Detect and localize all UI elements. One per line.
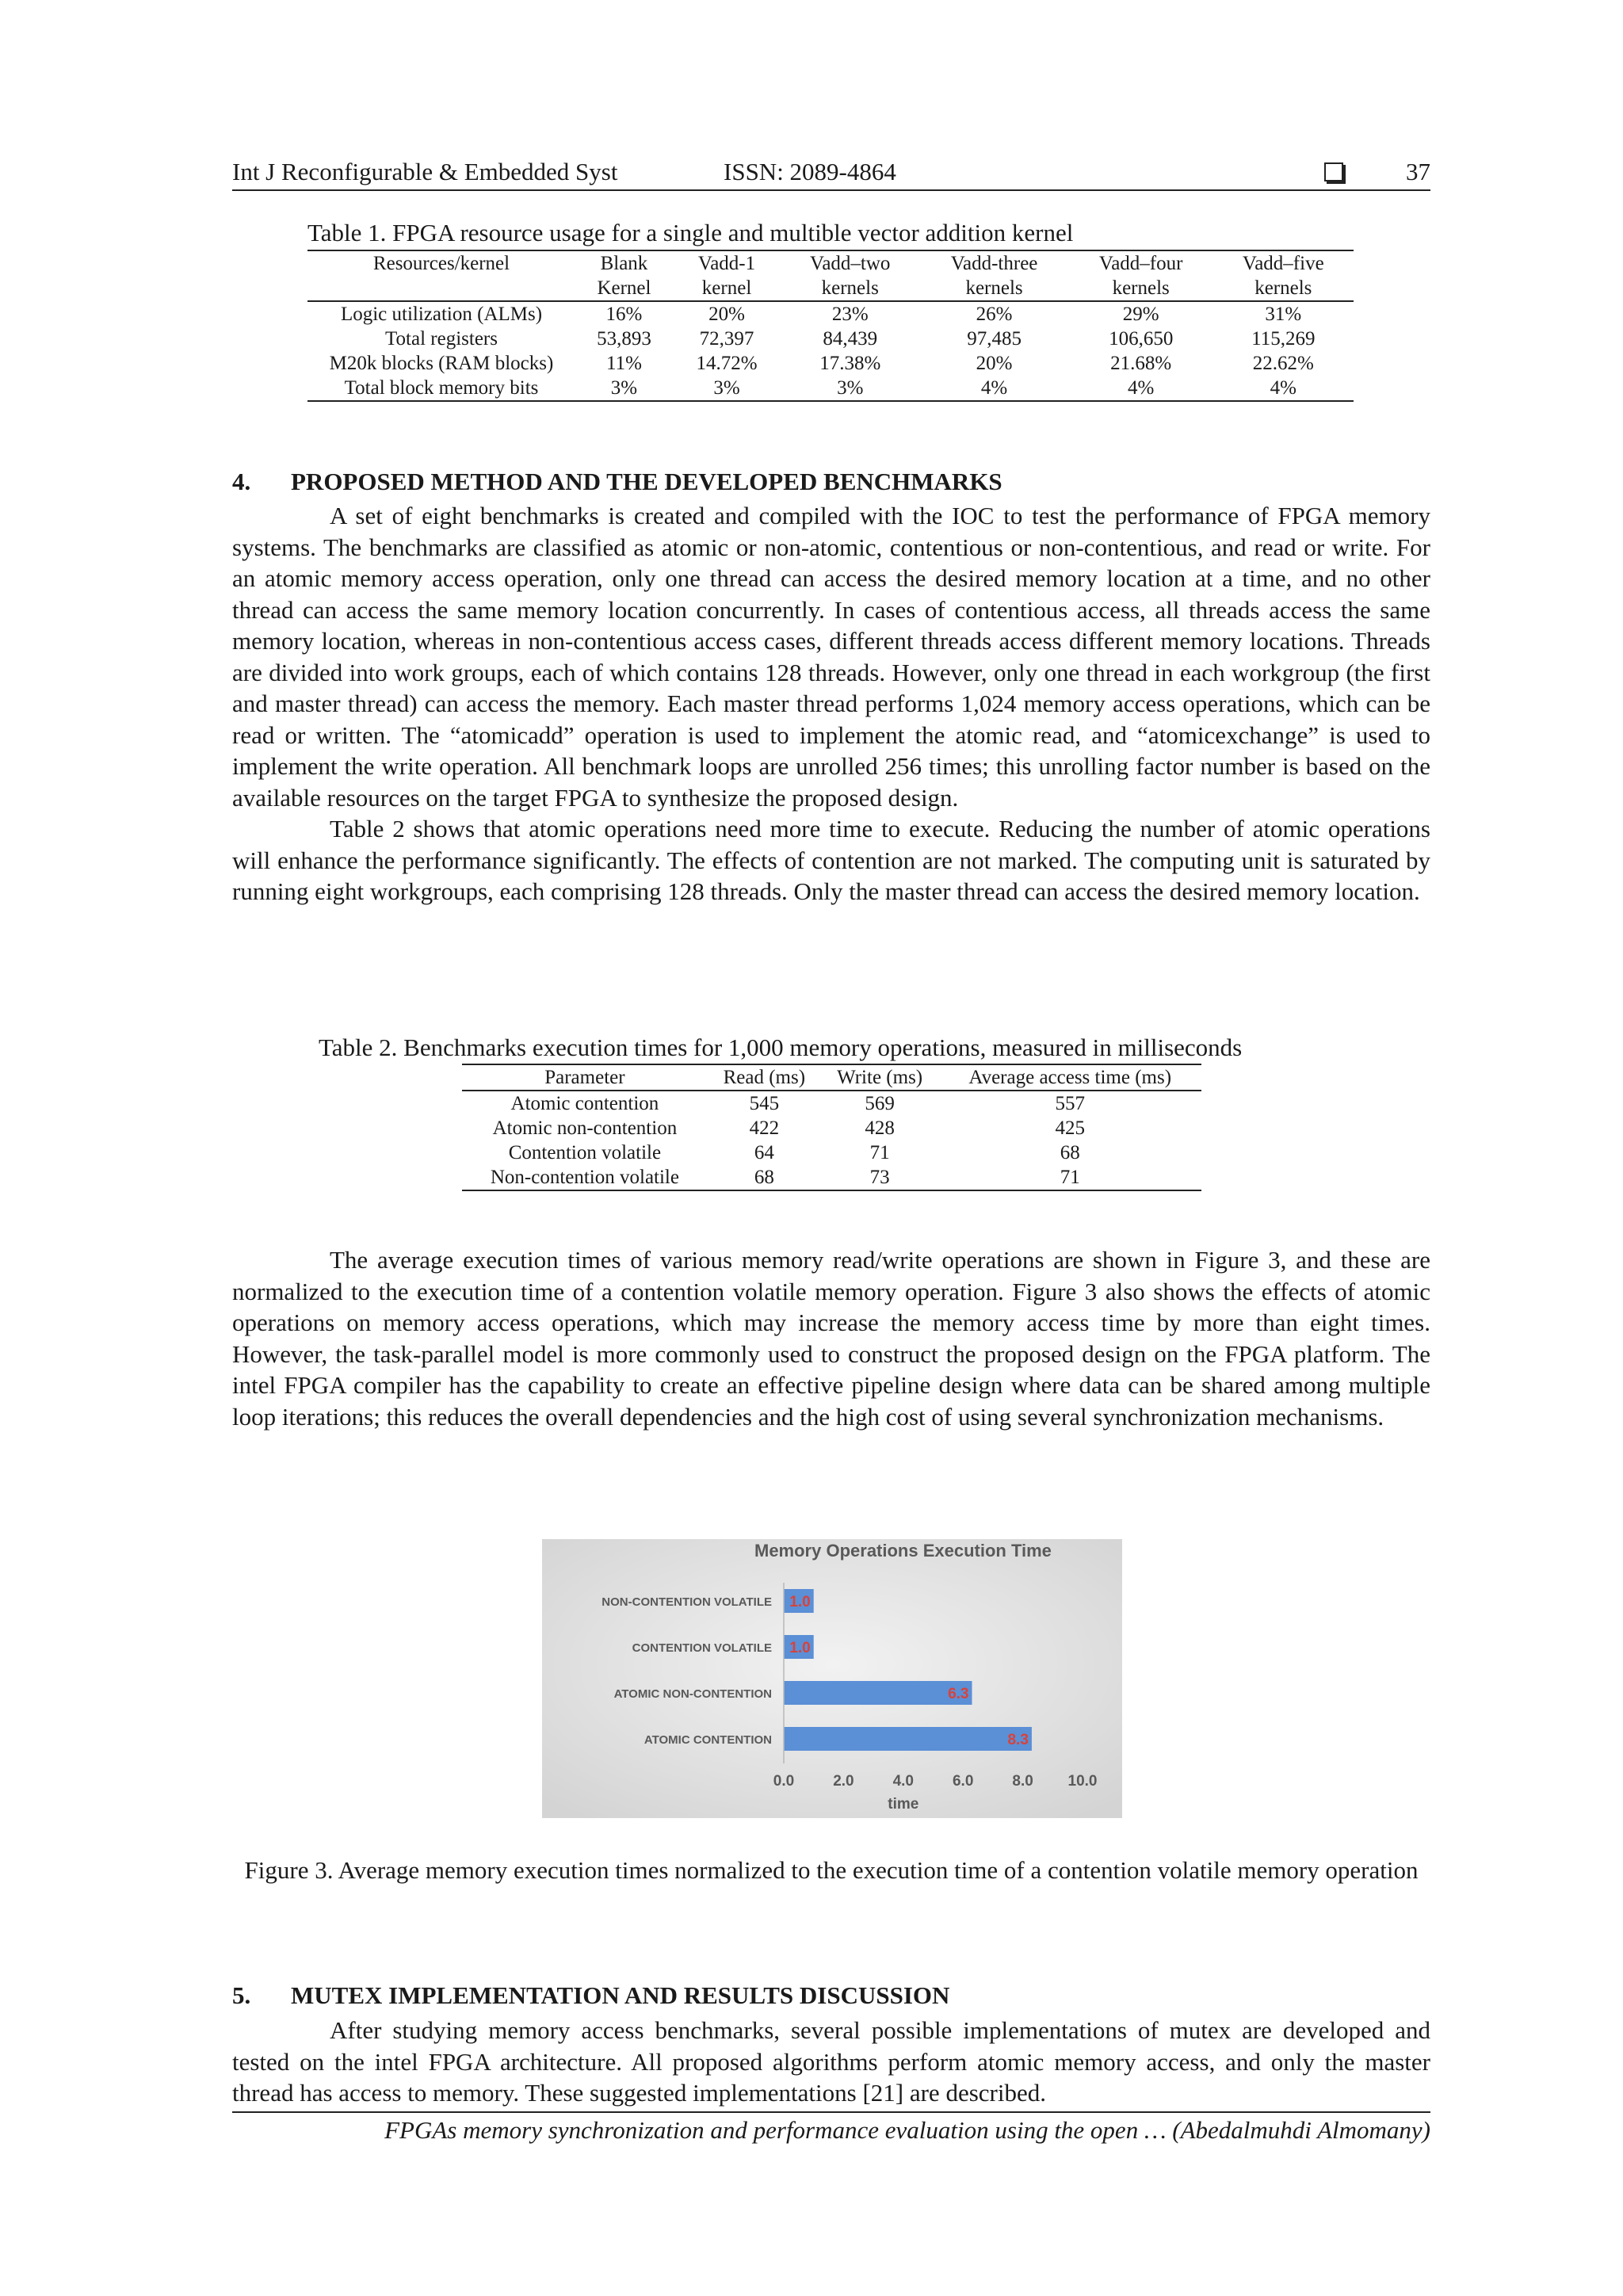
category-label: CONTENTION VOLATILE (632, 1641, 772, 1655)
table1-cell: 3% (781, 376, 919, 401)
table1-cell: 20% (708, 304, 745, 325)
table1-row (307, 301, 1354, 327)
figure3-caption: Figure 3. Average memory execution times normalized to the execution time of a contention volatile memory operation (244, 1856, 1419, 1884)
journal-name: Int J Reconfigurable & Embedded Syst (232, 158, 618, 185)
paragraph: Table 2 shows that atomic operations need more time to execute. Reducing the number of atomic operations will enhance the performance significantly. The effects of contention are not marked. The computing unit is saturated by running eight workgroups, each comprising 128 threads. Only the master thread can access the desired memory location. (232, 815, 1430, 905)
issn: ISSN: 2089-4864 (724, 158, 896, 185)
data-label: 1.0 (789, 1594, 811, 1610)
table2-cell: 71 (869, 1142, 890, 1163)
table1-header-cell: Vadd–two (781, 250, 919, 276)
table1-header-cell: Vadd–four (1069, 250, 1213, 276)
table1-header-cell (307, 276, 575, 301)
figure3-chart (542, 1539, 1122, 1818)
table2-cell: 422 (749, 1117, 780, 1139)
table1-cell: 72,397 (699, 328, 754, 350)
table2-row (462, 1116, 1201, 1140)
table1-cell: 3% (673, 376, 781, 401)
table1-cell: 20% (976, 353, 1013, 374)
table1-row-label: Total block memory bits (307, 376, 575, 401)
table2-row (462, 1091, 1201, 1116)
table1-cell: 17.38% (819, 353, 881, 374)
x-tick-label: 2.0 (833, 1773, 854, 1790)
table1-cell: 16% (605, 304, 643, 325)
table1-row (307, 327, 1354, 351)
table1-cell: 97,485 (967, 328, 1022, 350)
table2-body (462, 1091, 1201, 1190)
square-bullet-icon (1324, 162, 1343, 181)
table1-row-label: M20k blocks (RAM blocks) (329, 353, 554, 374)
table2-row-label: Contention volatile (508, 1142, 662, 1163)
x-tick-label: 10.0 (1067, 1773, 1098, 1790)
table1-cell: 11% (606, 353, 642, 374)
table1-cell: 53,893 (597, 328, 651, 350)
table1-header-cell: Vadd-1 (673, 250, 781, 276)
table1-header-cell: kernels (781, 276, 919, 301)
table1-header-cell: kernels (1069, 276, 1213, 301)
section5-heading (232, 1981, 949, 2010)
section4-body (232, 500, 1430, 907)
chart-background (542, 1539, 1122, 1818)
table2-row-label: Atomic contention (510, 1093, 659, 1114)
table1-header-row (307, 276, 1354, 301)
table2 (462, 1064, 1201, 1191)
table1-header-row (307, 250, 1354, 276)
table1-cell: 84,439 (823, 328, 878, 350)
table1-cell: 31% (1265, 304, 1302, 325)
data-label: 1.0 (789, 1640, 811, 1656)
table2-cell: 425 (1055, 1117, 1085, 1139)
x-tick-label: 8.0 (1012, 1773, 1033, 1790)
table1-header-cell: Kernel (575, 276, 673, 301)
bar (784, 1681, 972, 1705)
section4-number: 4. (232, 468, 251, 495)
table1-cell: 4% (1069, 376, 1213, 401)
table2-row-label: Atomic non-contention (492, 1117, 678, 1139)
table2-row-label: Non-contention volatile (462, 1165, 708, 1190)
table1-caption: Table 1. FPGA resource usage for a single and multible vector addition kernel (307, 219, 1074, 246)
x-tick-label: 0.0 (773, 1773, 795, 1790)
table1-header-cell: Blank (575, 250, 673, 276)
table1-cell: 14.72% (696, 353, 758, 374)
running-header (232, 153, 1430, 191)
category-label: ATOMIC NON-CONTENTION (613, 1687, 772, 1701)
table2-row (462, 1140, 1201, 1165)
table2-row (462, 1165, 1201, 1190)
data-label: 8.3 (1007, 1732, 1029, 1748)
table2-cell: 545 (749, 1093, 780, 1114)
section4-heading (232, 468, 1002, 496)
paragraph: A set of eight benchmarks is created and compiled with the IOC to test the performance of FPGA memory systems. The benchmarks are classified as atomic or non-atomic, contentious or non-contentious, and read or write. For an atomic memory access operation, only one thread can access the desired memory location at a time, and no other thread can access the same memory location concurrently. In cases of contentious access, all threads access the same memory location, whereas in non-contentious access cases, different threads access different memory locations. Threads are divided into work groups, each of which contains 128 threads. However, only one thread in each workgroup (the first and master thread) can access the memory. Each master thread performs 1,024 memory access operations, which can be read or written. The “atomicadd” operation is used to implement the atomic read, and “atomicexchange” is used to implement the write operation. All benchmark loops are unrolled 256 times; this unrolling factor number is based on the available resources on the target FPGA to synthesize the proposed design. (232, 502, 1430, 812)
table2-cell: 71 (938, 1165, 1201, 1190)
section5-title: MUTEX IMPLEMENTATION AND RESULTS DISCUSSION (291, 1981, 950, 2009)
table1-row (307, 351, 1354, 376)
table1-cell: 4% (919, 376, 1068, 401)
x-tick-label: 6.0 (952, 1773, 974, 1790)
paragraph: The average execution times of various memory read/write operations are shown in Figure 3, and these are normalized to the execution time of a contention volatile memory operation. Figure 3 also shows the effects of atomic operations on memory access operations, which may increase the memory access time by more than eight times. However, the task-parallel model is more commonly used to construct the proposed design on the FPGA platform. The intel FPGA compiler has the capability to create an effective pipeline design where data can be shared among multiple loop iterations; this reduces the overall dependencies and the high cost of using several synchronization mechanisms. (232, 1246, 1430, 1431)
chart-title: Memory Operations Execution Time (754, 1541, 1052, 1561)
x-tick-label: 4.0 (892, 1773, 915, 1790)
table1-cell: 23% (831, 304, 869, 325)
table2-cell: 68 (708, 1165, 821, 1190)
data-label: 6.3 (948, 1686, 969, 1702)
table2-header-cell: Average access time (ms) (938, 1064, 1201, 1091)
table2-cell: 569 (865, 1093, 895, 1114)
table2-header-cell: Parameter (462, 1064, 708, 1091)
section5-number: 5. (232, 1981, 251, 2009)
table2-caption: Table 2. Benchmarks execution times for 1,000 memory operations, measured in milliseconds (319, 1033, 1243, 1061)
table1-cell: 106,650 (1109, 328, 1174, 350)
running-footer: FPGAs memory synchronization and performance evaluation using the open … (Abedalmuhdi Almomany) (232, 2111, 1430, 2145)
paragraph: After studying memory access benchmarks, several possible implementations of mutex are developed and tested on the intel FPGA architecture. All proposed algorithms perform atomic memory access, and only the master thread has access to memory. These suggested implementations [21] are described. (232, 2016, 1430, 2107)
section4-title: PROPOSED METHOD AND THE DEVELOPED BENCHMARKS (291, 468, 1002, 495)
table1-row-label: Total registers (385, 328, 498, 350)
table1-cell: 3% (575, 376, 673, 401)
table1-cell: 26% (976, 304, 1013, 325)
table1-header-cell: Vadd–five (1213, 250, 1354, 276)
table1-cell: 4% (1213, 376, 1354, 401)
table1-cell: 29% (1122, 304, 1159, 325)
table2-cell: 428 (865, 1117, 895, 1139)
table2-cell: 64 (754, 1142, 774, 1163)
table1-header-cell: kernel (673, 276, 781, 301)
bar-chart (542, 1539, 1122, 1818)
table1-header-cell: Resources/kernel (307, 250, 575, 276)
page-number: 37 (1406, 158, 1430, 185)
table2-header-row (462, 1064, 1201, 1091)
table1-header-cell: Vadd-three (919, 250, 1068, 276)
category-label: NON-CONTENTION VOLATILE (601, 1595, 772, 1609)
table1-header-cell: kernels (1213, 276, 1354, 301)
table2-header-cell: Write (ms) (821, 1064, 939, 1091)
table1-row (307, 376, 1354, 401)
table1-cell: 115,269 (1251, 328, 1316, 350)
table2-cell: 68 (1060, 1142, 1080, 1163)
table1-cell: 21.68% (1110, 353, 1172, 374)
table1-header-cell: kernels (919, 276, 1068, 301)
category-label: ATOMIC CONTENTION (643, 1733, 772, 1747)
table1-row-label: Logic utilization (ALMs) (340, 304, 543, 325)
section5-body (232, 2015, 1430, 2109)
bar (784, 1727, 1032, 1751)
table1-cell: 22.62% (1252, 353, 1314, 374)
x-axis-label: time (888, 1796, 919, 1813)
table2-header-cell: Read (ms) (708, 1064, 821, 1091)
figure3-discussion (232, 1244, 1430, 1432)
table1-body (307, 301, 1354, 401)
table2-cell: 73 (821, 1165, 939, 1190)
table2-cell: 557 (1055, 1093, 1085, 1114)
table1 (307, 250, 1354, 402)
